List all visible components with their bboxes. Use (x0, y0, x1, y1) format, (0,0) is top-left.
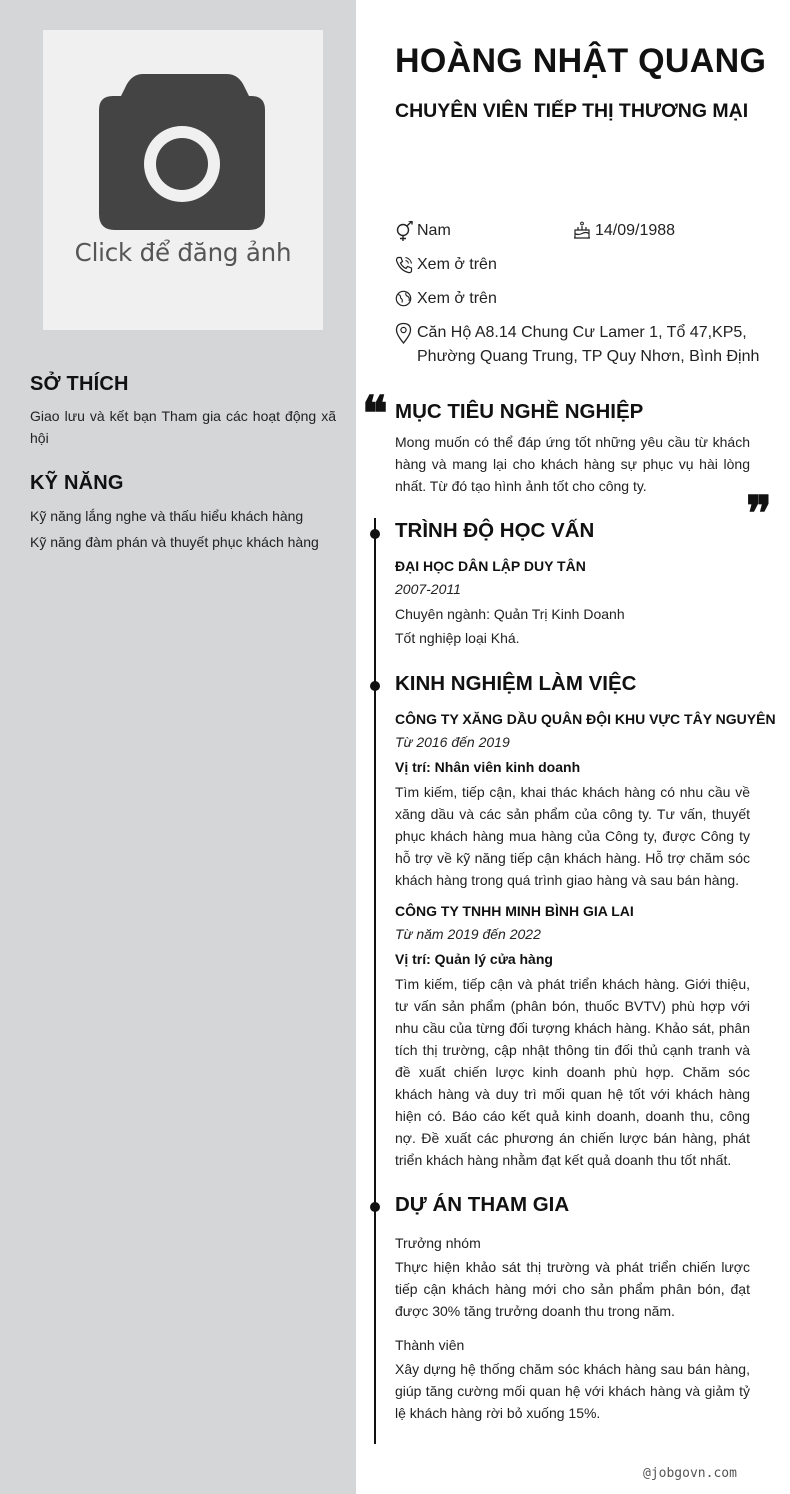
job-company: CÔNG TY TNHH MINH BÌNH GIA LAI (395, 903, 634, 919)
skills-heading: KỸ NĂNG (30, 472, 124, 494)
job-period: Từ năm 2019 đến 2022 (395, 926, 541, 942)
gender-value: Nam (417, 222, 451, 239)
footer-watermark: @jobgovn.com (643, 1466, 737, 1481)
experience-heading: KINH NGHIỆM LÀM VIỆC (395, 672, 637, 695)
projects-heading: DỰ ÁN THAM GIA (395, 1193, 570, 1216)
education-grade: Tốt nghiệp loại Khá. (395, 630, 520, 646)
gender-icon (394, 221, 416, 243)
open-quote-icon: ❝ (362, 386, 388, 442)
job-period: Từ 2016 đến 2019 (395, 734, 510, 750)
objective-text: Mong muốn có thể đáp ứng tốt những yêu cầu từ khách hàng và mang lại cho khách hàng sự phục vụ hài lòng nhất. Từ đó tạo hình ảnh tốt cho công ty. (395, 434, 750, 494)
photo-caption: Click để đăng ảnh (74, 238, 292, 267)
camera-icon (99, 74, 267, 232)
job-description: Tìm kiếm, tiếp cận, khai thác khách hàng có nhu cầu về xăng dầu và các sản phẩm của công ty. Tư vấn, thuyết phục khách hàng mua hàng của Công ty, được Công ty hỗ trợ về kỹ năng tiếp cận khách hàng. Hỗ trợ chăm sóc khách hàng trong quá trình giao hàng và sau bán hàng. (395, 784, 750, 888)
project-role: Trưởng nhóm (395, 1235, 481, 1251)
globe-icon (395, 290, 412, 307)
birthday-cake-icon (573, 221, 591, 239)
website-value: Xem ở trên (417, 290, 497, 307)
timeline-dot (370, 529, 380, 539)
timeline-line (374, 518, 376, 1444)
candidate-name: HOÀNG NHẬT QUANG (395, 42, 767, 80)
hobbies-text: Giao lưu và kết bạn Tham gia các hoạt động xã hội (30, 408, 336, 446)
education-major: Chuyên ngành: Quản Trị Kinh Doanh (395, 606, 625, 622)
phone-icon (395, 256, 413, 274)
birthdate-value: 14/09/1988 (595, 222, 676, 239)
objective-heading: MỤC TIÊU NGHỀ NGHIỆP (395, 400, 644, 423)
hobbies-heading: SỞ THÍCH (30, 373, 129, 395)
address-line-2: Phường Quang Trung, TP Quy Nhơn, Bình Định (417, 348, 760, 365)
education-period: 2007-2011 (395, 581, 461, 597)
address-line-1: Căn Hộ A8.14 Chung Cư Lamer 1, Tổ 47,KP5, (417, 324, 747, 341)
job-company: CÔNG TY XĂNG DẦU QUÂN ĐỘI KHU VỰC TÂY NGUYÊN (395, 711, 776, 727)
close-quote-icon: ❞ (746, 486, 772, 542)
project-description: Thực hiện khảo sát thị trường và phát triển chiến lược tiếp cận khách hàng mới cho sản phẩm phân bón, đạt được 30% tăng trưởng doanh thu trong năm. (395, 1259, 750, 1319)
timeline-dot (370, 1202, 380, 1212)
sidebar (0, 0, 356, 1494)
skill-item: Kỹ năng đàm phán và thuyết phục khách hàng (30, 534, 319, 550)
candidate-title: CHUYÊN VIÊN TIẾP THỊ THƯƠNG MẠI (395, 100, 749, 122)
school-name: ĐẠI HỌC DÂN LẬP DUY TÂN (395, 558, 586, 574)
job-description: Tìm kiếm, tiếp cận và phát triển khách hàng. Giới thiệu, tư vấn sản phẩm (phân bón, thuốc BVTV) phù hợp với nhu cầu của từng đối tượng khách hàng. Khảo sát, phân tích thị trường, cập nhật thông tin đối thủ cạnh tranh và đề xuất chiến lược kinh doanh phù hợp. Chăm sóc khách hàng và duy trì mối quan hệ tốt với khách hàng hiện có. Báo cáo kết quả kinh doanh, doanh thu, công nợ. Đề xuất các phương án chiến lược bán hàng, phát triển khách hàng nhằm đạt kết quả doanh thu tốt nhất. (395, 976, 750, 1168)
education-heading: TRÌNH ĐỘ HỌC VẤN (395, 519, 595, 542)
skill-item: Kỹ năng lắng nghe và thấu hiểu khách hàng (30, 508, 304, 524)
timeline-dot (370, 681, 380, 691)
job-position: Vị trí: Quản lý cửa hàng (395, 951, 553, 967)
job-position: Vị trí: Nhân viên kinh doanh (395, 759, 581, 775)
photo-upload[interactable] (43, 30, 323, 330)
project-description: Xây dựng hệ thống chăm sóc khách hàng sau bán hàng, giúp tăng cường mối quan hệ với khách hàng và giảm tỷ lệ khách hàng rời bỏ xuống 15%. (395, 1361, 750, 1421)
phone-value: Xem ở trên (417, 256, 497, 273)
project-role: Thành viên (395, 1337, 465, 1353)
location-pin-icon (395, 322, 412, 344)
